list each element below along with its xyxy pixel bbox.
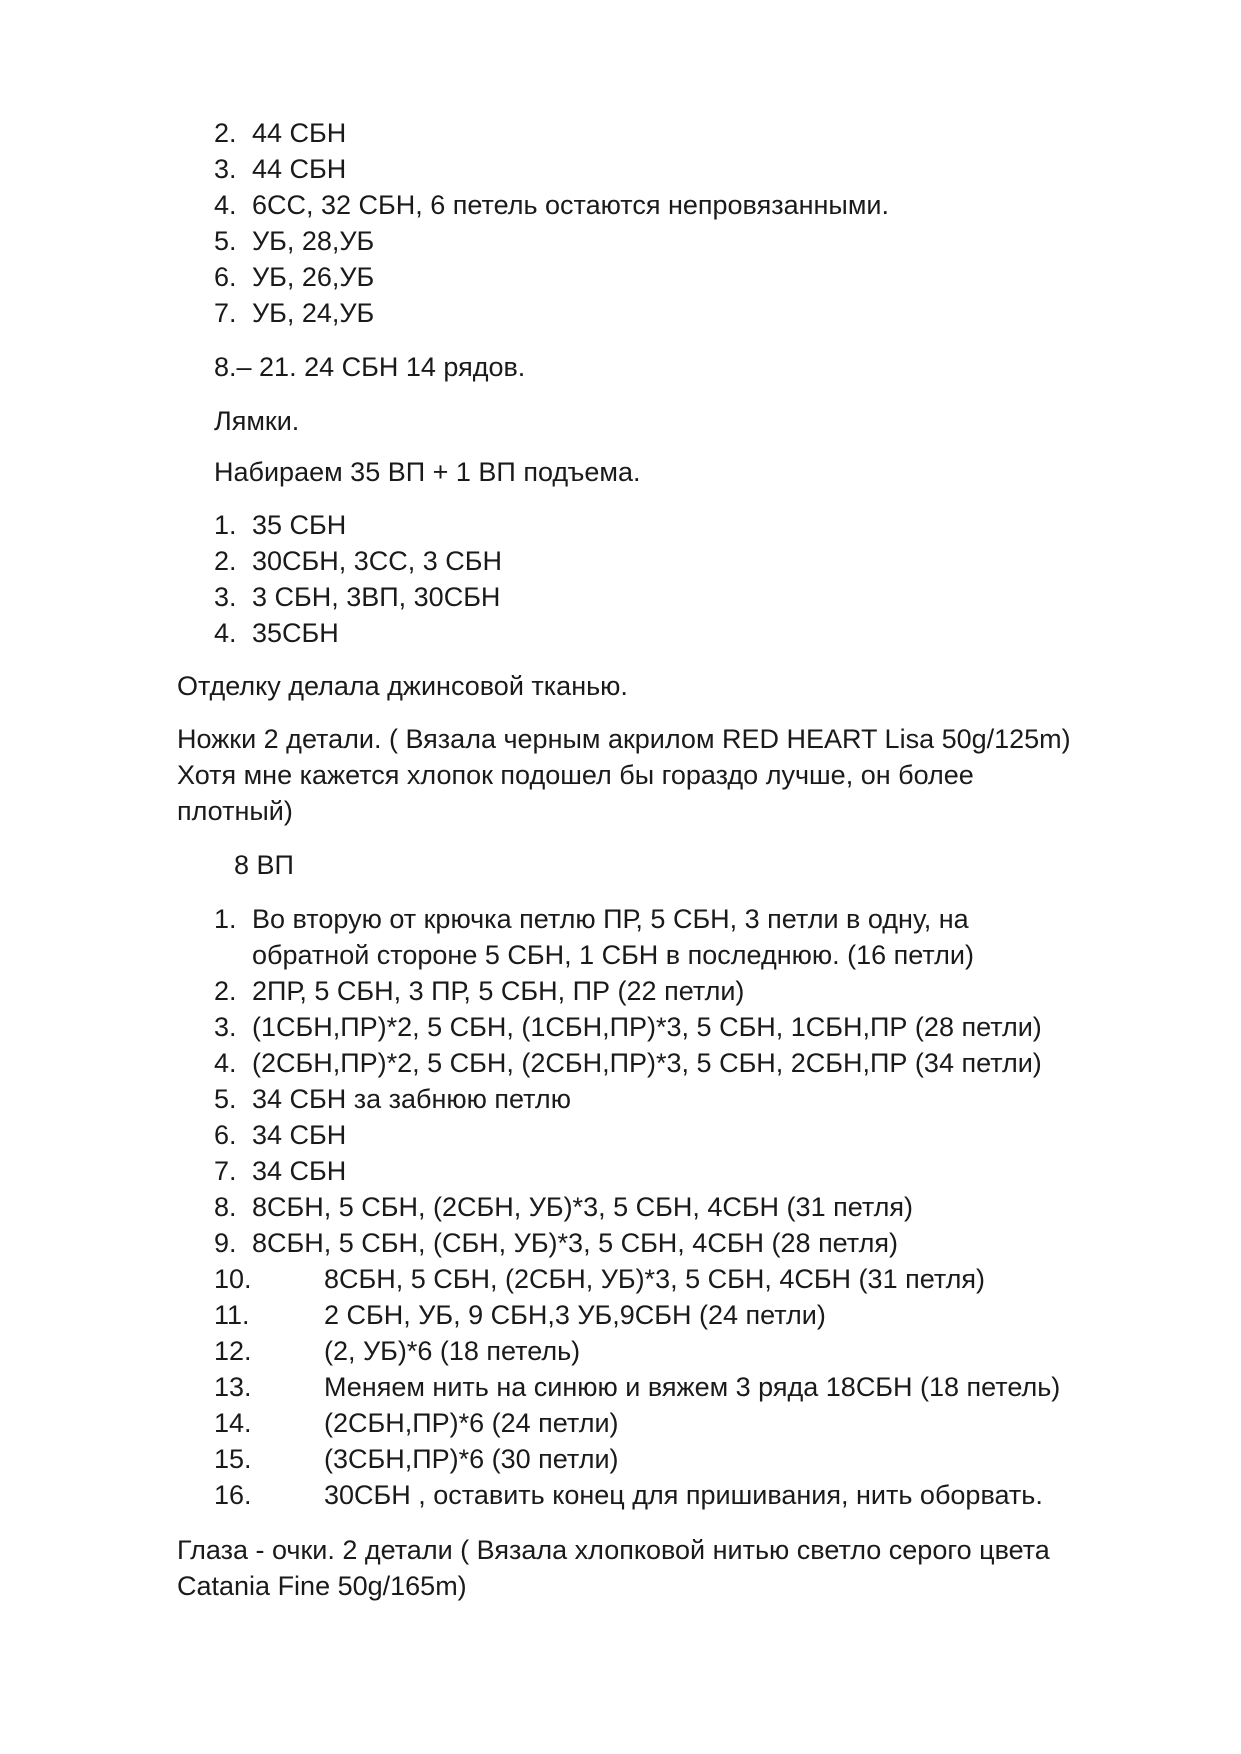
legs-line-3: плотный) <box>177 796 293 826</box>
list-number: 3. <box>214 1012 237 1042</box>
rows-8-21: 8.– 21. 24 СБН 14 рядов. <box>214 352 526 382</box>
list-number: 5. <box>214 226 237 256</box>
list-text: обратной стороне 5 СБН, 1 СБН в последнюю. (16 петли) <box>252 940 974 970</box>
list-text: Меняем нить на синюю и вяжем 3 ряда 18СБН (18 петель) <box>324 1372 1061 1402</box>
list-number: 4. <box>214 1048 237 1078</box>
list-text: 8СБН, 5 СБН, (СБН, УБ)*3, 5 СБН, 4СБН (28 петля) <box>252 1228 898 1258</box>
list-text: 2 СБН, УБ, 9 СБН,3 УБ,9СБН (24 петли) <box>324 1300 826 1330</box>
list-text: Во вторую от крючка петлю ПР, 5 СБН, 3 петли в одну, на <box>252 904 969 934</box>
list-text: 8СБН, 5 СБН, (2СБН, УБ)*3, 5 СБН, 4СБН (31 петля) <box>324 1264 985 1294</box>
list-number: 8. <box>214 1192 237 1222</box>
list-text: 2ПР, 5 СБН, 3 ПР, 5 СБН, ПР (22 петли) <box>252 976 745 1006</box>
list-number: 2. <box>214 976 237 1006</box>
list-number: 15. <box>214 1444 252 1474</box>
list-number: 1. <box>214 510 237 540</box>
straps-heading: Лямки. <box>214 406 300 436</box>
legs-chain: 8 ВП <box>234 850 294 880</box>
legs-line-1: Ножки 2 детали. ( Вязала черным акрилом RED HEART Lisa 50g/125m) <box>177 724 1071 754</box>
list-text: (2СБН,ПР)*2, 5 СБН, (2СБН,ПР)*3, 5 СБН, 2СБН,ПР (34 петли) <box>252 1048 1042 1078</box>
list-text: 3 СБН, 3ВП, 30СБН <box>252 582 501 612</box>
list-text: 30СБН, 3СС, 3 СБН <box>252 546 503 576</box>
list-text: 6СС, 32 СБН, 6 петель остаются непровязанными. <box>252 190 889 220</box>
finish-note: Отделку делала джинсовой тканью. <box>177 671 628 701</box>
list-text: УБ, 26,УБ <box>252 262 375 292</box>
list-text: 35 СБН <box>252 510 347 540</box>
legs-line-2: Хотя мне кажется хлопок подошел бы гораздо лучше, он более <box>177 760 974 790</box>
list-number: 2. <box>214 546 237 576</box>
list-number: 7. <box>214 1156 237 1186</box>
list-text: 34 СБН <box>252 1120 347 1150</box>
list-text: УБ, 28,УБ <box>252 226 375 256</box>
list-text: (1СБН,ПР)*2, 5 СБН, (1СБН,ПР)*3, 5 СБН, 1СБН,ПР (28 петли) <box>252 1012 1042 1042</box>
list-text: 35СБН <box>252 618 339 648</box>
list-text: 8СБН, 5 СБН, (2СБН, УБ)*3, 5 СБН, 4СБН (31 петля) <box>252 1192 913 1222</box>
list-number: 4. <box>214 618 237 648</box>
list-number: 9. <box>214 1228 237 1258</box>
list-text: 44 СБН <box>252 118 347 148</box>
list-number: 2. <box>214 118 237 148</box>
list-number: 4. <box>214 190 237 220</box>
list-number: 1. <box>214 904 237 934</box>
eyes-line-1: Глаза - очки. 2 детали ( Вязала хлопковой нитью светло серого цвета <box>177 1535 1050 1565</box>
list-number: 6. <box>214 1120 237 1150</box>
list-number: 12. <box>214 1336 252 1366</box>
list-number: 7. <box>214 298 237 328</box>
list-number: 5. <box>214 1084 237 1114</box>
list-text: УБ, 24,УБ <box>252 298 375 328</box>
list-text: 44 СБН <box>252 154 347 184</box>
eyes-line-2: Catania Fine 50g/165m) <box>177 1571 467 1601</box>
list-text: (3СБН,ПР)*6 (30 петли) <box>324 1444 619 1474</box>
list-text: 30СБН , оставить конец для пришивания, нить оборвать. <box>324 1480 1043 1510</box>
list-number: 3. <box>214 154 237 184</box>
list-number: 14. <box>214 1408 252 1438</box>
list-number: 16. <box>214 1480 252 1510</box>
list-number: 3. <box>214 582 237 612</box>
list-number: 11. <box>214 1300 250 1330</box>
list-text: (2, УБ)*6 (18 петель) <box>324 1336 581 1366</box>
list-text: 34 СБН за забнюю петлю <box>252 1084 571 1114</box>
list-number: 10. <box>214 1264 252 1294</box>
straps-cast-on: Набираем 35 ВП + 1 ВП подъема. <box>214 457 641 487</box>
list-number: 6. <box>214 262 237 292</box>
list-text: (2СБН,ПР)*6 (24 петли) <box>324 1408 619 1438</box>
list-number: 13. <box>214 1372 252 1402</box>
list-text: 34 СБН <box>252 1156 347 1186</box>
